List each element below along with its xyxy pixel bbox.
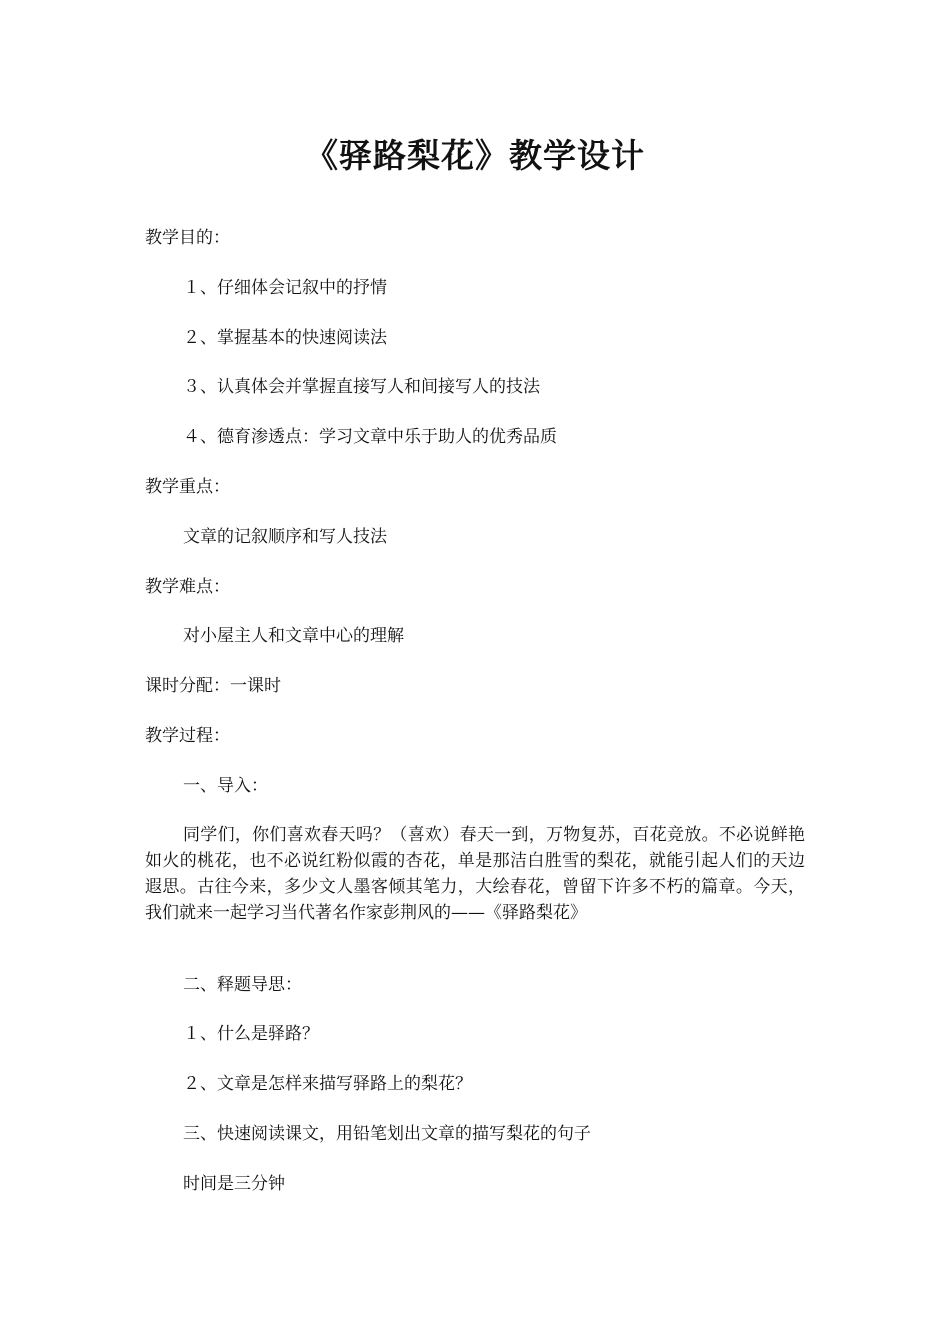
difficulties-text: 对小屋主人和文章中心的理解 xyxy=(183,626,404,646)
difficulties-heading: 教学难点： xyxy=(145,577,230,597)
step1-paragraph: 同学们，你们喜欢春天吗？（喜欢）春天一到，万物复苏，百花竞放。不必说鲜艳如火的桃花，也不必说红粉似霞的杏花，单是那洁白胜雪的梨花，就能引起人们的天边遐思。古往今来，多少文人墨客倾其笔力，大绘春花，曾留下许多不朽的篇章。今天，我们就来一起学习当代著名作家彭荆风的——《驿路梨花》 xyxy=(145,825,805,923)
step1-heading: 一、导入： xyxy=(183,776,268,796)
objective-item-1: １、仔细体会记叙中的抒情 xyxy=(183,278,387,298)
objectives-heading: 教学目的： xyxy=(145,228,230,248)
document-title: 《驿路梨花》教学设计 xyxy=(305,136,645,175)
step2-item-1: １、什么是驿路？ xyxy=(183,1024,319,1044)
process-heading: 教学过程： xyxy=(145,726,230,746)
objective-item-2: ２、掌握基本的快速阅读法 xyxy=(183,328,387,348)
key-points-heading: 教学重点： xyxy=(145,477,230,497)
objective-item-3: ３、认真体会并掌握直接写人和间接写人的技法 xyxy=(183,377,540,397)
time-allocation: 课时分配：一课时 xyxy=(145,676,281,696)
key-points-text: 文章的记叙顺序和写人技法 xyxy=(183,527,387,547)
step2-item-2: ２、文章是怎样来描写驿路上的梨花？ xyxy=(183,1074,472,1094)
step3-note: 时间是三分钟 xyxy=(183,1174,285,1194)
step3-heading: 三、快速阅读课文，用铅笔划出文章的描写梨花的句子 xyxy=(183,1124,591,1144)
objective-item-4: ４、德育渗透点：学习文章中乐于助人的优秀品质 xyxy=(183,427,557,447)
step2-heading: 二、释题导思： xyxy=(183,975,302,995)
